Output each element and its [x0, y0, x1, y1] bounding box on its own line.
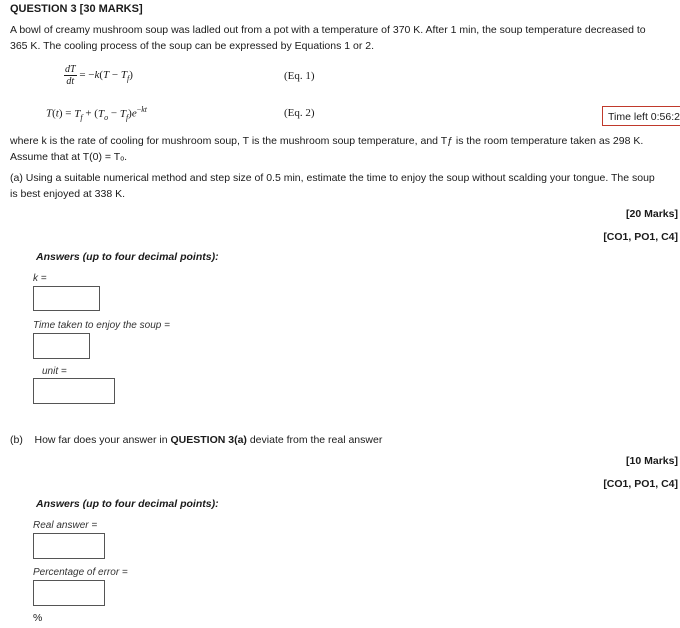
- part-b-text: [10, 434, 382, 446]
- question-intro: [10, 22, 672, 54]
- equation-1: $\frac{dT}{dt}$ = $-k(T - T_f)$: [65, 64, 133, 87]
- part-b-marks: [10 Marks]: [626, 455, 678, 467]
- unit-label: unit =: [42, 366, 67, 377]
- part-a-line-1: (a) Using a suitable numerical method and step size of 0.5 min, estimate the time to enjoy the soup without scalding your tongue. The soup: [10, 172, 655, 184]
- equation-2: $T(t) = T_f + (T_o - T_f)e^{-kt}$: [46, 105, 148, 122]
- intro-line-1: A bowl of creamy mushroom soup was ladled out from a pot with a temperature of 370 K. After 1 min, the soup temperature decreased to: [10, 24, 646, 36]
- unit-input[interactable]: [33, 378, 115, 404]
- percentage-error-input[interactable]: [33, 580, 105, 606]
- dT-dt-fraction: $\frac{dT}{dt}$: [65, 64, 76, 87]
- time-left-indicator: Time left 0:56:2: [602, 106, 680, 126]
- time-taken-input[interactable]: [33, 333, 90, 359]
- where-line-2: Assume that at T(0) = Tₒ.: [10, 151, 128, 163]
- part-b-answers-heading: Answers (up to four decimal points):: [36, 498, 219, 510]
- part-b-bold-ref: QUESTION 3(a): [170, 434, 247, 446]
- eq1-label: (Eq. 1): [284, 70, 315, 82]
- real-answer-input[interactable]: [33, 533, 105, 559]
- where-text: [10, 133, 672, 165]
- k-answer-input[interactable]: [33, 286, 100, 311]
- time-taken-label: Time taken to enjoy the soup =: [33, 320, 170, 331]
- intro-line-2: 365 K. The cooling process of the soup can be expressed by Equations 1 or 2.: [10, 40, 375, 52]
- real-answer-label: Real answer =: [33, 520, 98, 531]
- question-title: QUESTION 3 [30 MARKS]: [10, 3, 143, 15]
- part-a-marks: [20 Marks]: [626, 208, 678, 220]
- part-b-prefix: (b) How far does your answer in: [10, 434, 171, 446]
- part-a-text: [10, 170, 672, 202]
- eq2-label: (Eq. 2): [284, 107, 315, 119]
- where-line-1: where k is the rate of cooling for mushroom soup, T is the mushroom soup temperature, and Tƒ is the room temperature taken as 298 K.: [10, 135, 644, 147]
- part-b-co: [CO1, PO1, C4]: [603, 478, 678, 490]
- part-a-co: [CO1, PO1, C4]: [603, 231, 678, 243]
- part-a-line-2: is best enjoyed at 338 K.: [10, 188, 125, 200]
- percent-unit: %: [33, 612, 43, 624]
- part-b-suffix: deviate from the real answer: [246, 434, 383, 446]
- k-label: k =: [33, 273, 47, 284]
- percentage-error-label: Percentage of error =: [33, 567, 128, 578]
- part-a-answers-heading: Answers (up to four decimal points):: [36, 251, 219, 263]
